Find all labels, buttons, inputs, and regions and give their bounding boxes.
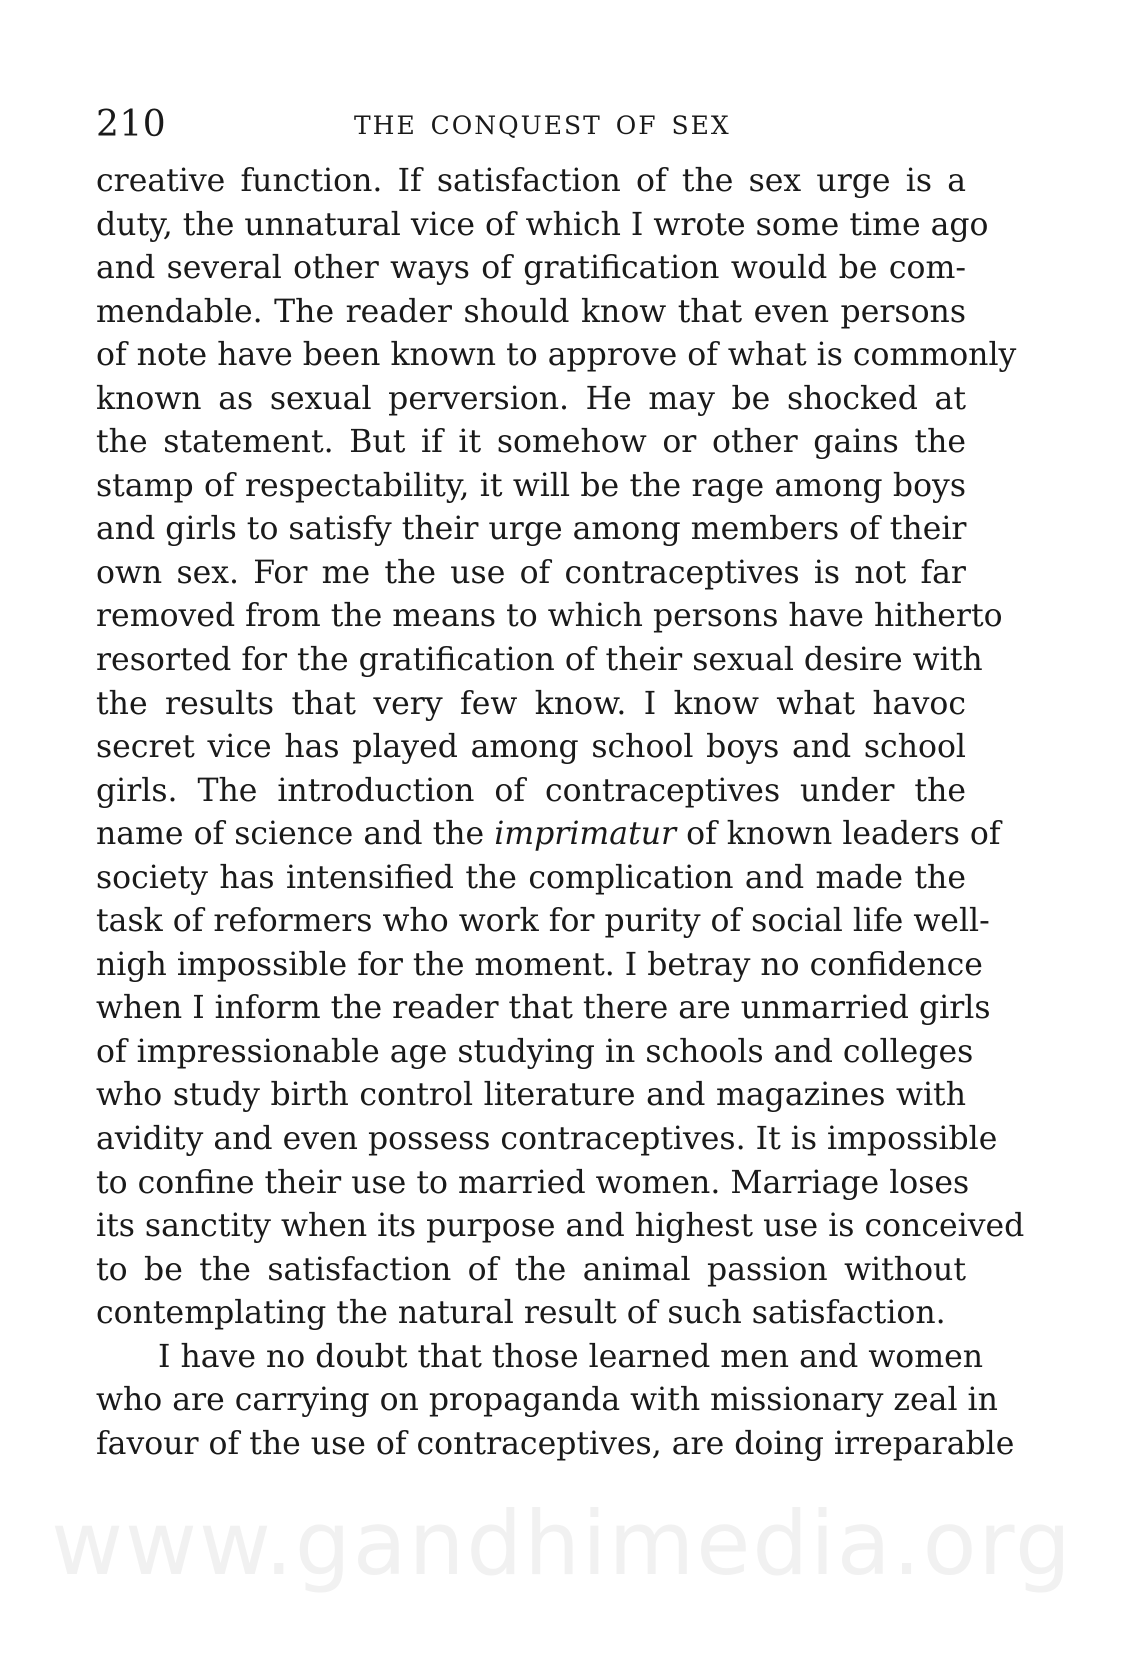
line-segment: name of science and the (96, 816, 495, 853)
text-line: society has intensified the complication and made the (96, 859, 966, 896)
text-line: duty, the unnatural vice of which I wrote some time ago (96, 206, 989, 243)
text-line: its sanctity when its purpose and highest use is conceived (96, 1208, 1025, 1245)
text-line: task of reformers who work for purity of social life well- (96, 903, 990, 940)
text-line: nigh impossible for the moment. I betray no confidence (96, 946, 983, 983)
text-line-indented: I have no doubt that those learned men and women (158, 1338, 984, 1375)
text-line: resorted for the gratification of their sexual desire with (96, 642, 983, 679)
text-line: the results that very few know. I know what havoc (96, 685, 966, 722)
text-line-with-italic (96, 813, 1001, 857)
text-line: stamp of respectability, it will be the rage among boys (96, 467, 966, 504)
text-line: the statement. But if it somehow or other gains the (96, 424, 966, 461)
paragraph-2 (96, 1336, 1015, 1467)
text-line: avidity and even possess contraceptives. It is impossible (96, 1121, 998, 1158)
paragraph-1 (96, 160, 1025, 1336)
text-line: creative function. If satisfaction of the sex urge is a (96, 163, 966, 199)
text-line: and girls to satisfy their urge among members of their (96, 511, 967, 548)
body-text (96, 160, 1025, 1466)
text-line: removed from the means to which persons have hitherto (96, 598, 1003, 635)
text-line: favour of the use of contraceptives, are doing irreparable (96, 1425, 1015, 1462)
text-line: to confine their use to married women. Marriage loses (96, 1164, 970, 1201)
text-line: when I inform the reader that there are unmarried girls (96, 990, 991, 1027)
text-line: and several other ways of gratification would be com- (96, 250, 966, 287)
text-line: secret vice has played among school boys and school (96, 729, 966, 766)
text-line: who study birth control literature and magazines with (96, 1077, 966, 1114)
text-line: who are carrying on propaganda with missionary zeal in (96, 1382, 998, 1419)
text-line: to be the satisfaction of the animal passion without (96, 1251, 966, 1288)
text-line: of impressionable age studying in schools and colleges (96, 1033, 974, 1070)
text-line: known as sexual perversion. He may be shocked at (96, 380, 966, 417)
line-segment: of known leaders of (676, 816, 1001, 853)
running-head (96, 96, 966, 146)
page-number: 210 (96, 104, 167, 145)
text-line: own sex. For me the use of contraceptives is not far (96, 554, 966, 591)
text-line: of note have been known to approve of what is commonly (96, 337, 1017, 374)
watermark: www.gandhimedia.org (51, 1492, 1073, 1595)
text-line: girls. The introduction of contraceptives under the (96, 772, 966, 809)
text-line: mendable. The reader should know that even persons (96, 293, 966, 330)
italic-term: imprimatur (494, 816, 677, 853)
book-title: THE CONQUEST OF SEX (354, 111, 731, 140)
text-line-paragraph-end: contemplating the natural result of such satisfaction. (96, 1295, 946, 1332)
